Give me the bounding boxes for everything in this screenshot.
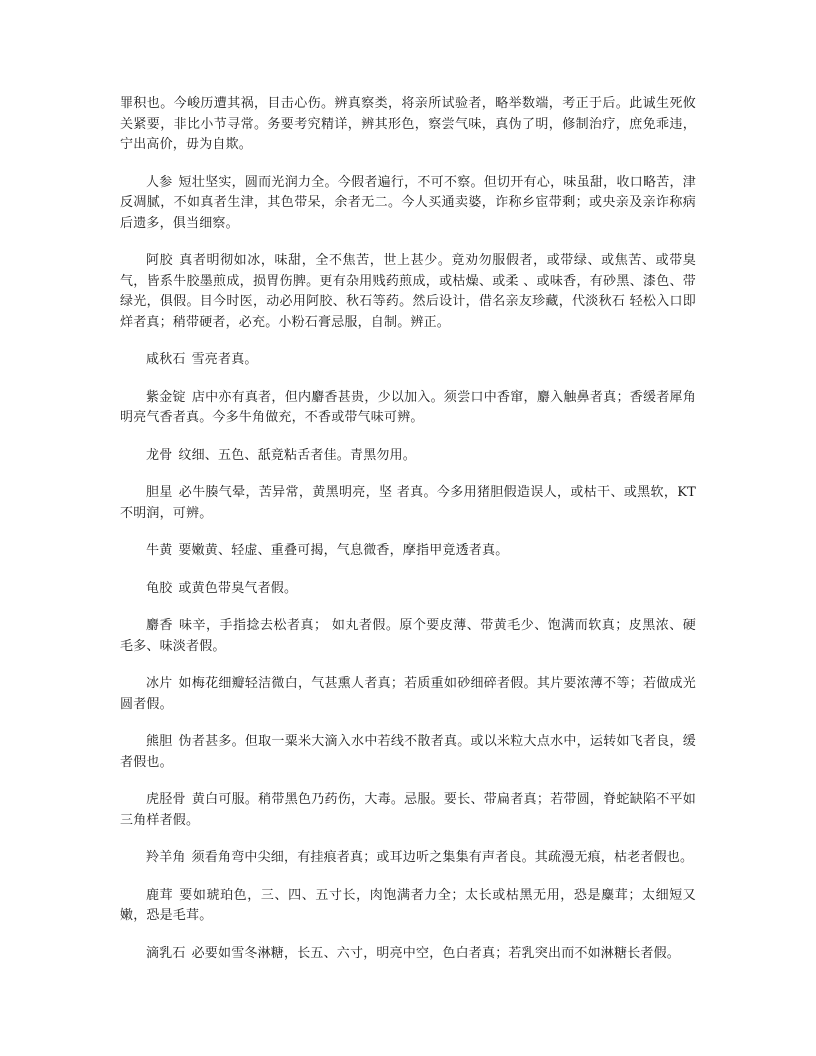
paragraph-xiongdan bbox=[120, 732, 696, 773]
paragraph-qiushi bbox=[120, 350, 696, 371]
herb-name: 紫金锭 bbox=[146, 389, 186, 405]
herb-name: 龙骨 bbox=[146, 447, 173, 463]
herb-name: 人参 bbox=[146, 174, 173, 190]
paragraph-guijiao bbox=[120, 579, 696, 600]
paragraph-zijinding bbox=[120, 388, 696, 429]
paragraph-shexiang bbox=[120, 616, 696, 657]
paragraph-text: 须看角弯中尖细，有挂痕者真；或耳边听之集集有声者良。其疏漫无痕，枯老者假也。 bbox=[191, 850, 694, 865]
paragraph-bingpian bbox=[120, 674, 696, 715]
herb-name: 冰片 bbox=[146, 676, 173, 691]
herb-name: 虎胫骨 bbox=[146, 792, 186, 807]
herb-name: 阿胶 bbox=[146, 253, 174, 268]
paragraph-renshen bbox=[120, 173, 696, 235]
herb-name: 熊胆 bbox=[146, 734, 173, 749]
paragraph-text: 味辛，手指捻去松者真； 如丸者假。原个要皮薄、带黄毛少、饱满而软真；皮黑浓、硬毛多、味淡者假。 bbox=[120, 618, 696, 654]
paragraph-hujinggu bbox=[120, 790, 696, 831]
paragraph-lurong bbox=[120, 886, 696, 927]
herb-name: 胆星 bbox=[146, 485, 173, 500]
herb-name: 麝香 bbox=[146, 618, 173, 633]
herb-name: 牛黄 bbox=[146, 543, 173, 558]
herb-name: 龟胶 bbox=[146, 580, 173, 596]
paragraph-niuhuang bbox=[120, 541, 696, 562]
paragraph-ejiao bbox=[120, 251, 696, 333]
paragraph-dirushi bbox=[120, 944, 696, 965]
paragraph-text: 黄白可服。稍带黑色乃药伤，大毒。忌服。要长、带扁者真；若带圆，脊蛇缺陷不平如三角样者假。 bbox=[120, 792, 696, 828]
paragraph-text: 店中亦有真者，但内麝香甚贵，少以加入。须尝口中香窜，麝入触鼻者真；香缓者犀角 明亮气香者真。今多牛角做充，不香或带气味可辨。 bbox=[120, 389, 696, 425]
paragraph-danxing bbox=[120, 483, 696, 524]
herb-name: 咸秋石 bbox=[146, 352, 186, 367]
paragraph-text: 或黄色带臭气者假。 bbox=[178, 580, 298, 596]
paragraph-text: 罪积也。今峻历遭其祸，目击心伤。辨真察类，将亲所试验者，略举数端，考正于后。此诚生死攸关紧要，非比小节寻常。务要考究精详，辨其形色，察尝气味，真伪了明，修制治疗，庶免乖违，宁出高价，毋为自欺。 bbox=[120, 96, 696, 152]
document-body bbox=[120, 94, 696, 981]
paragraph-intro bbox=[120, 94, 696, 156]
herb-name: 滴乳石 bbox=[146, 945, 186, 961]
paragraph-text: 真者明彻如冰，味甜，全不焦苦，世上甚少。竟劝勿服假者，或带绿、或焦苦、或带臭气，皆系牛胶墨煎成，损胃伤脾。更有杂用贱药煎成，或枯燥、或柔 、或味香，有砂黑、漆色、带绿光，俱假。目今时医，动必用阿胶、秋石等药。然后设计，借名亲友珍藏，代淡秋石 轻松入口即烊者真；稍带硬者，必充。小粉石膏忌服，自制。辨正。 bbox=[120, 253, 696, 330]
paragraph-longgu bbox=[120, 446, 696, 467]
paragraph-text: 纹细、五色、舐竟粘舌者佳。青黑勿用。 bbox=[178, 447, 417, 463]
herb-name: 羚羊角 bbox=[146, 850, 186, 865]
paragraph-text: 如梅花细瓣轻洁微白，气甚熏人者真；若质重如砂细碎者假。其片要浓薄不等；若做成光圆者假。 bbox=[120, 676, 696, 712]
paragraph-text: 要如琥珀色，三、四、五寸长，肉饱满者力全；太长或枯黑无用，恐是麋茸；太细短又嫩，恐是毛茸。 bbox=[120, 887, 696, 923]
paragraph-text: 必牛腠气晕，苦异常，黄黑明亮，坚 者真。今多用猪胆假造误人，或枯干、或黑软，KT 不明润，可辨。 bbox=[120, 485, 697, 521]
herb-name: 鹿茸 bbox=[146, 887, 174, 903]
paragraph-text: 伪者甚多。但取一粟米大滴入水中若线不散者真。或以米粒大点水中，运转如飞者良，缓者假也。 bbox=[120, 734, 696, 770]
paragraph-text: 必要如雪冬淋糖，长五、六寸，明亮中空，色白者真；若乳突出而不如淋糖长者假。 bbox=[191, 945, 681, 961]
paragraph-lingyangjiao bbox=[120, 848, 696, 869]
paragraph-text: 雪亮者真。 bbox=[191, 352, 258, 367]
paragraph-text: 短壮坚实，圆而光润力全。今假者遍行，不可不察。但切开有心，味虽甜，收口略苦，津反凋腻，不如真者生津，其色带呆，余者无二。今人买通卖婆，诈称乡宦带剩；或央亲及亲诈称病后遗多，俱当细察。 bbox=[120, 174, 696, 231]
paragraph-text: 要嫩黄、轻虚、重叠可揭，气息微香，摩指甲竟透者真。 bbox=[178, 543, 509, 558]
